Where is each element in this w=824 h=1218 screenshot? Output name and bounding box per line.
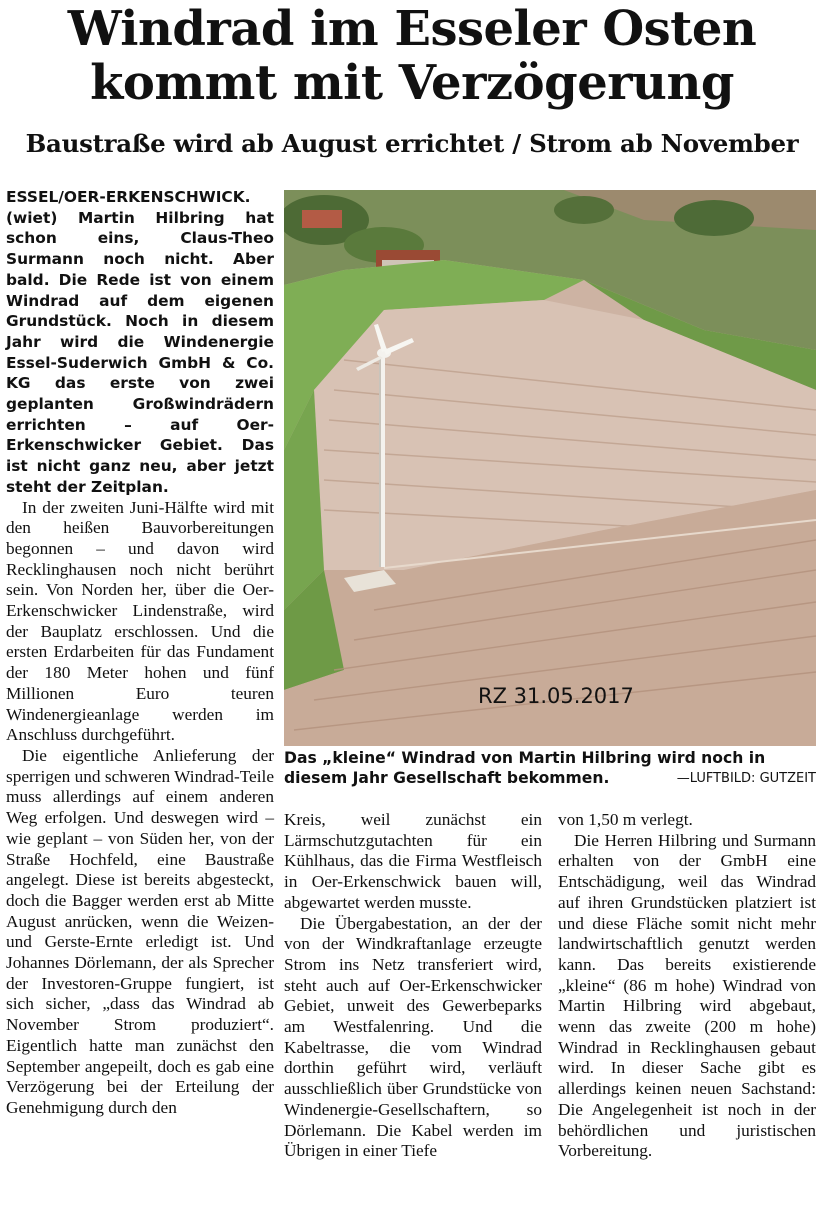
photo-credit: —LUFTBILD: GUTZEIT	[676, 771, 816, 786]
headline-line-2: kommt mit Verzögerung	[90, 55, 734, 111]
article-column-1	[6, 187, 274, 1119]
date-stamp: RZ 31.05.2017	[478, 684, 634, 708]
paragraph: von 1,50 m verlegt.	[558, 810, 693, 829]
article-lead	[6, 187, 274, 498]
headline	[0, 2, 824, 110]
article-column-3	[558, 810, 816, 1162]
paragraph: Die Übergabestation, an der der von der Windkraftanlage erzeugte Strom ins Netz transferiert wird, steht auch auf Oer-Erkenschwicker Gebiet, unweit des Gewerbeparks am Westfalenring. Und die Kabeltrasse, die vom Windrad dorthin geführt wird, verläuft ausschließlich über Grundstücke von Windenergie-Gesellschaftern, so Dörlemann. Die Kabel werden im Übrigen in einer Tiefe	[284, 913, 542, 1161]
headline-line-1: Windrad im Esseler Osten	[67, 1, 757, 57]
paragraph: In der zweiten Juni-Hälfte wird mit den heißen Bauvorbereitungen begonnen – und davon wird Recklinghausen noch nicht berührt sein. Von Norden her, über die Oer-Erkenschwicker Lindenstraße, wird der Bauplatz erschlossen. Und die ersten Erdarbeiten für das Fundament der 180 Meter hohen und fünf Millionen Euro teuren Windenergieanlage werden im Anschluss durchgeführt.	[6, 497, 274, 745]
lead-text: (wiet) Martin Hilbring hat schon eins, Claus-Theo Surmann noch nicht. Aber bald. Die Rede ist von einem Windrad auf dem eigenen Grundstück. Noch in diesem Jahr wird die Windenergie Essel-Suderwich GmbH & Co. KG das erste von zwei geplanten Großwindrädern errichten – auf Oer-Erkenschwicker Gebiet. Das ist nicht ganz neu, aber jetzt steht der Zeitplan.	[6, 208, 274, 496]
subheadline: Baustraße wird ab August errichtet / Strom ab November	[25, 129, 799, 158]
photo-caption	[284, 748, 816, 789]
dateline: ESSEL/OER-ERKENSCHWICK.	[6, 188, 251, 206]
article-column-2	[284, 810, 542, 1162]
aerial-photo	[284, 190, 816, 746]
caption-text: Das „kleine“ Windrad von Martin Hilbring wird noch in diesem Jahr Gesellschaft bekommen.	[284, 749, 766, 787]
paragraph: Kreis, weil zunächst ein Lärmschutzgutachten für ein Kühlhaus, das die Firma Westfleisch in Oer-Erkenschwick bauen will, abgewartet werden musste.	[284, 810, 542, 912]
paragraph: Die Herren Hilbring und Surmann erhalten von der GmbH eine Entschädigung, weil das Windrad auf ihren Grundstücken platziert ist und diese Fläche somit nicht mehr landwirtschaftlich genutzt werden kann. Das bereits existierende „kleine“ (86 m hohe) Windrad von Martin Hilbring wird abgebaut, wenn das zweite (200 m hohe) Windrad in Recklinghausen gebaut wird. In dieser Sache gibt es allerdings keinen neuen Sachstand: Die Angelegenheit ist noch in der behördlichen und juristischen Vorbereitung.	[558, 830, 816, 1161]
paragraph: Die eigentliche Anlieferung der sperrigen und schweren Windrad-Teile muss allerdings auf einem anderen Weg erfolgen. Und deswegen wird – wie geplant – von Süden her, von der Straße Hochfeld, eine Baustraße angelegt. Diese ist bereits abgesteckt, doch die Bagger werden erst ab Mitte August anrücken, wenn die Weizen- und Gerste-Ernte erledigt ist. Und Johannes Dörlemann, der als Sprecher der Investoren-Gruppe fungiert, ist sich sicher, „dass das Windrad ab November Strom produziert“. Eigentlich hatte man zunächst den September angepeilt, doch es gab eine Verzögerung bei der Erteilung der Genehmigung durch den	[6, 745, 274, 1117]
aerial-wind-turbine-image	[284, 190, 816, 746]
